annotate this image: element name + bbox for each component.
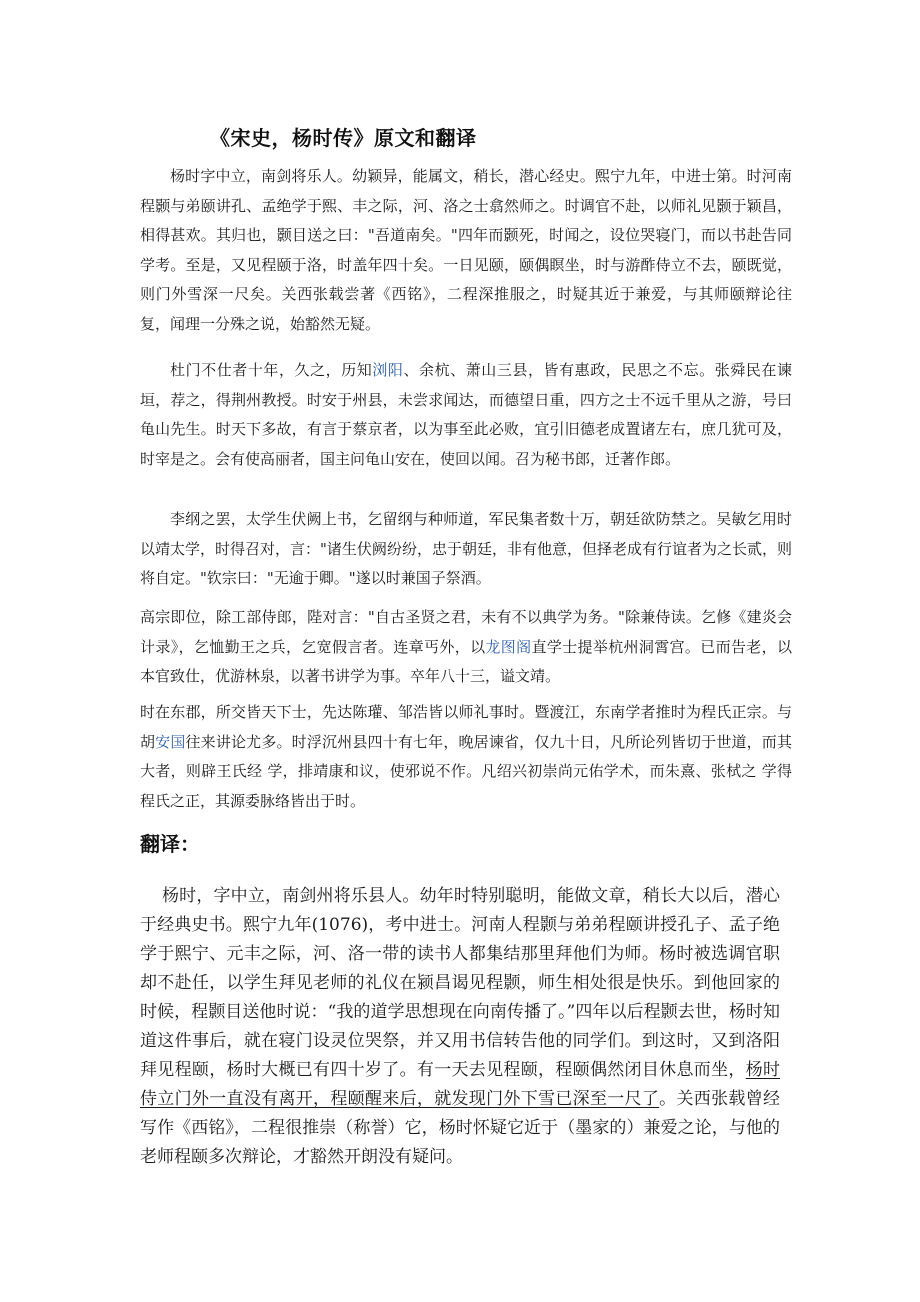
translation-heading: 翻译： <box>140 832 200 856</box>
paragraph-4-text-a: 高宗即位，除工部侍郎，陛对言："自古圣贤之君，未有不以典学为务。"除兼侍读。乞修《建炎会计录》，乞恤勤王之兵，乞宽假言者。连章丐外，以 <box>140 608 792 656</box>
link-anguo[interactable]: 安国 <box>155 732 186 751</box>
paragraph-3: 李纲之罢，太学生伏阙上书，乞留纲与种师道，军民集者数十万，朝廷欲防禁之。吴敏乞用时以靖太学，时得召对，言："诸生伏阙纷纷，忠于朝廷，非有他意，但择老成有行谊者为之长贰，则将自定。"钦宗曰："无逾于卿。"遂以时兼国子祭酒。 <box>140 510 792 587</box>
translation-text-a: 杨时，字中立，南剑州将乐县人。幼年时特别聪明，能做文章，稍长大以后，潜心于经典史书。熙宁九年(1076)，考中进士。河南人程颢与弟弟程颐讲授孔子、孟子绝学于熙宁、元丰之际，河、洛一带的读书人都集结那里拜他们为师。杨时被选调官职却不赴任，以学生拜见老师的礼仪在颍昌谒见程颢，师生相处很是快乐。到他回家的时候，程颢目送他时说：“我的道学思想现在向南传播了。”四年以后程颢去世，杨时知道这件事后，就在寝门设灵位哭祭，并又用书信转告他的同学们。到这时，又到洛阳拜见程颐，杨时大概已有四十岁了。有一天去见程颐，程颐偶然闭目休息而坐， <box>140 886 780 1080</box>
paragraph-5-text-a: 时在东郡，所交皆天下士，先达陈瓘、邹浩皆以师礼事时。暨渡江，东南学者推时为程氏正宗。与胡 <box>140 703 792 751</box>
link-longtuge[interactable]: 龙图阁 <box>485 637 532 656</box>
paragraph-4 <box>140 603 792 692</box>
paragraph-1: 杨时字中立，南剑将乐人。幼颖异，能属文，稍长，潜心经史。熙宁九年，中进士第。时河南程颢与弟颐讲孔、孟绝学于熙、丰之际，河、洛之士翕然师之。时调官不赴，以师礼见颢于颖昌，相得甚欢。其归也，颢目送之曰："吾道南矣。"四年而颢死，时闻之，设位哭寝门，而以书赴告同学考。至是，又见程颐于洛，时盖年四十矣。一日见颐，颐偶瞑坐，时与游酢侍立不去，颐既觉，则门外雪深一尺矣。关西张载尝著《西铭》，二程深推服之，时疑其近于兼爱，与其师颐辩论往复，闻理一分殊之说，始豁然无疑。 <box>140 167 792 333</box>
paragraph-5 <box>140 698 792 816</box>
paragraph-5-text-b: 往来讲论尤多。时浮沉州县四十有七年，晚居谏省，仅九十日，凡所论列皆切于世道，而其大者，则辟王氏经 学，排靖康和议，使邪说不作。凡绍兴初崇尚元佑学术，而朱熹、张栻之 学得程氏之正，其源委脉络皆出于时。 <box>140 732 792 810</box>
paragraph-4-text-b: 直学士提举杭州洞霄宫。已而告老，以本官致仕，优游林泉，以著书讲学为事。卒年八十三，谥文靖。 <box>140 637 792 685</box>
translation-text-b: 。关西张载曾经写作《西铭》，二程很推崇（称誉）它，杨时怀疑它近于（墨家的）兼爱之论，与他的老师程颐多次辩论，才豁然开朗没有疑问。 <box>140 1089 781 1167</box>
paragraph-2-text-b: 、余杭、萧山三县，皆有惠政，民思之不忘。张舜民在谏垣，荐之，得荆州教授。时安于州县，未尝求闻达，而德望日重，四方之士不远千里从之游，号曰龟山先生。时天下多故，有言于蔡京者，以为事至此必败，宜引旧德老成置诸左右，庶几犹可及，时宰是之。会有使高丽者，国主问龟山安在，使回以闻。召为秘书郎，迁著作郎。 <box>140 361 792 468</box>
paragraph-2 <box>140 356 792 474</box>
paragraph-2-text-a: 杜门不仕者十年，久之，历知 <box>170 361 373 379</box>
link-liuyang[interactable]: 浏阳 <box>372 361 404 379</box>
translation-paragraph <box>140 882 780 1172</box>
translation-underlined-text: 杨时侍立门外一直没有离开，程颐醒来后，就发现门外下雪已深至一尺了 <box>140 1060 781 1109</box>
page-title: 《宋史，杨时传》原文和翻译 <box>210 126 477 150</box>
